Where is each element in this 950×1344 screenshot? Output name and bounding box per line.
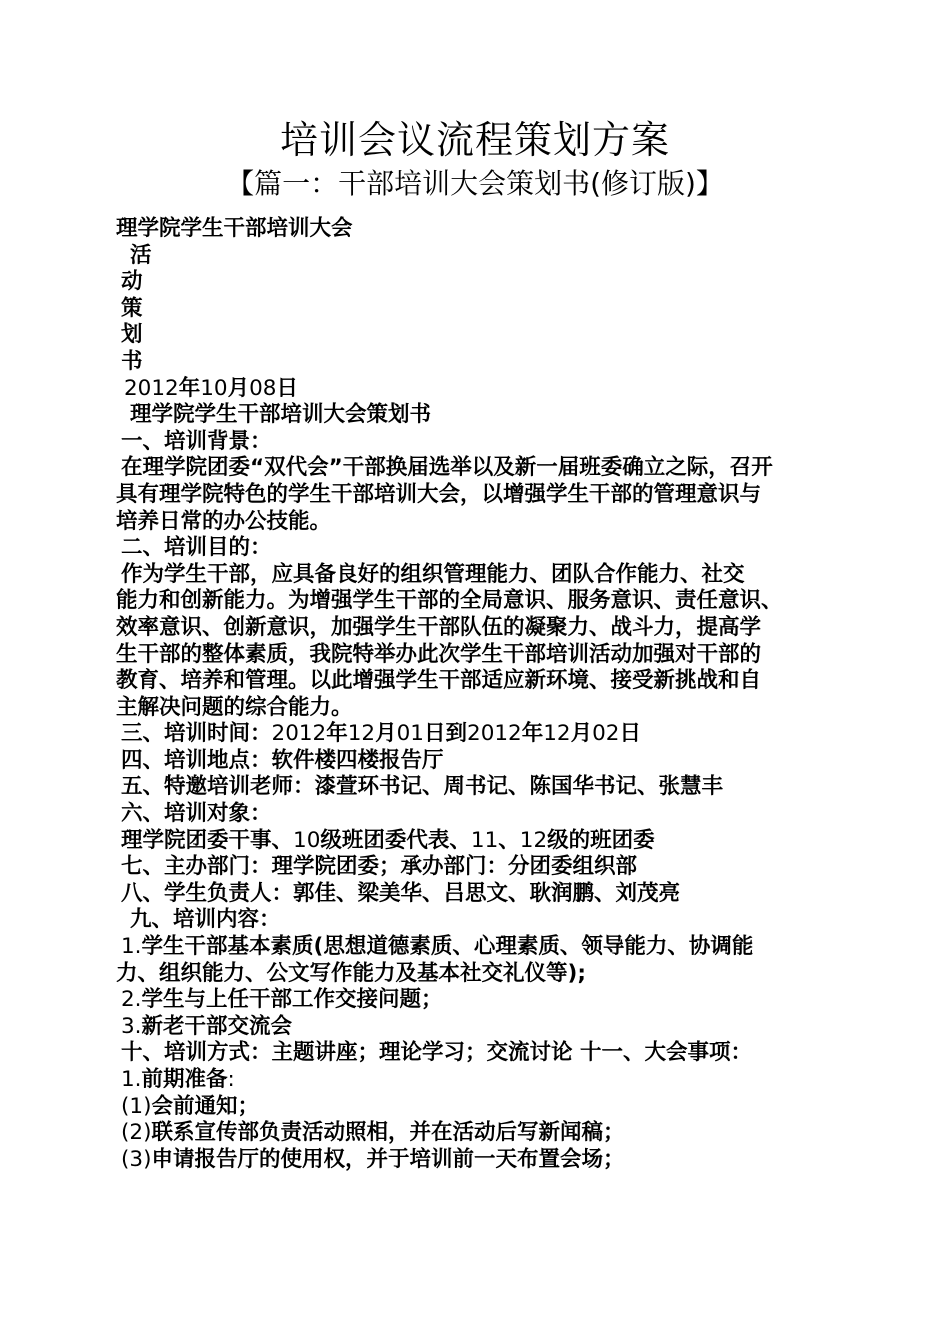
paragraph-line: 能力和创新能力。为增强学生干部的全局意识、服务意识、责任意识、 (116, 588, 783, 614)
cover-vertical-char: 策 (121, 295, 143, 321)
paragraph-line: 效率意识、创新意识，加强学生干部队伍的凝聚力、战斗力，提高学 (116, 614, 762, 640)
prep-heading: 1.前期准备: (121, 1067, 235, 1092)
paragraph-line: 具有理学院特色的学生干部培训大会，以增强学生干部的管理意识与 (116, 481, 762, 507)
section-teachers: 五、特邀培训老师：漆萱环书记、周书记、陈国华书记、张慧丰 (121, 774, 724, 800)
section-leaders: 八、学生负责人：郭佳、梁美华、吕思文、耿润鹏、刘茂亮 (121, 880, 681, 906)
section-organizer: 七、主办部门：理学院团委；承办部门：分团委组织部 (121, 854, 638, 880)
document-title: 培训会议流程策划方案 (279, 118, 670, 162)
cover-vertical-char: 动 (121, 269, 143, 295)
section-heading-audience: 六、培训对象： (121, 801, 272, 827)
prep-item: (1)会前通知； (121, 1093, 259, 1119)
section-heading-background: 一、培训背景： (121, 428, 272, 454)
content-item: 3.新老干部交流会 (121, 1013, 293, 1039)
section-method: 十、培训方式：主题讲座；理论学习；交流讨论 十一、大会事项： (121, 1040, 752, 1066)
paragraph-line: 教育、培养和管理。以此增强学生干部适应新环境、接受新挑战和自 (116, 668, 762, 694)
section-location: 四、培训地点：软件楼四楼报告厅 (121, 747, 444, 773)
document-subtitle: 【篇一：干部培训大会策划书(修订版)】 (226, 167, 724, 200)
cover-vertical-char: 书 (121, 348, 143, 374)
cover-event-name: 理学院学生干部培训大会 (116, 216, 353, 241)
section-heading-content: 九、培训内容： (130, 907, 281, 933)
cover-vertical-char: 活 (130, 242, 152, 268)
prep-item: (3)申请报告厅的使用权，并于培训前一天布置会场； (121, 1146, 625, 1172)
paragraph-line: 主解决问题的综合能力。 (116, 694, 353, 720)
content-item: 1.学生干部基本素质(思想道德素质、心理素质、领导能力、协调能 (121, 934, 754, 960)
cover-vertical-char: 划 (121, 322, 143, 348)
content-item-continued: 力、组织能力、公文写作能力及基本社交礼仪等); (116, 960, 586, 986)
audience-line: 理学院团委干事、10级班团委代表、11、12级的班团委 (121, 827, 655, 853)
cover-date: 2012年10月08日 (124, 375, 298, 401)
paragraph-line: 培养日常的办公技能。 (116, 508, 332, 534)
cover-heading: 理学院学生干部培训大会策划书 (130, 402, 432, 428)
content-item: 2.学生与上任干部工作交接问题； (121, 987, 443, 1013)
section-heading-purpose: 二、培训目的： (121, 535, 272, 561)
paragraph-line: 生干部的整体素质，我院特举办此次学生干部培训活动加强对干部的 (116, 641, 762, 667)
section-time: 三、培训时间：2012年12月01日到2012年12月02日 (121, 721, 641, 747)
paragraph-line: 在理学院团委“双代会”干部换届选举以及新一届班委确立之际，召开 (121, 455, 773, 481)
document-body (116, 216, 841, 1173)
prep-item: (2)联系宣传部负责活动照相，并在活动后写新闻稿； (121, 1120, 625, 1146)
paragraph-line: 作为学生干部，应具备良好的组织管理能力、团队合作能力、社交 (121, 561, 745, 587)
